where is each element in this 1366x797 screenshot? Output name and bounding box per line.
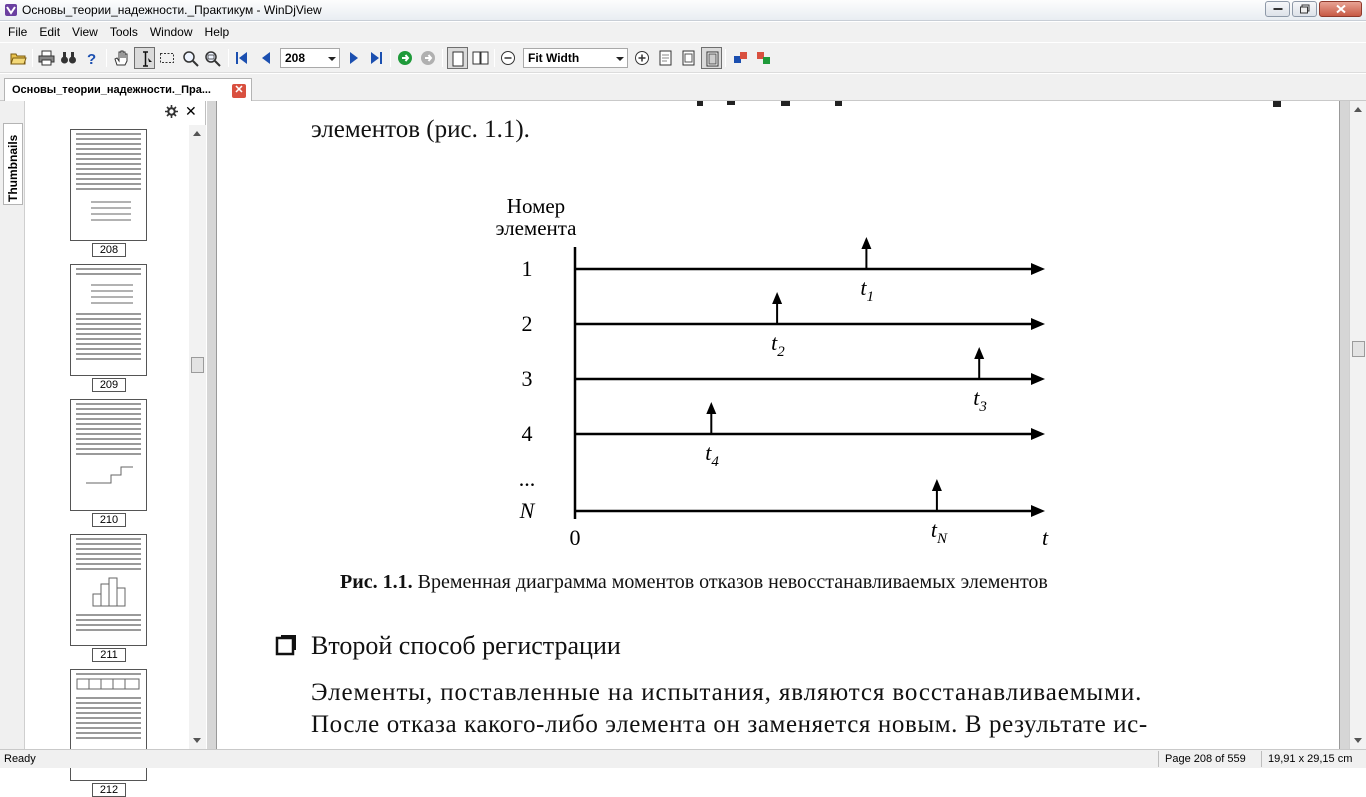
hand-tool-button[interactable] (111, 47, 132, 69)
figure-row-label: N (519, 498, 535, 523)
cutoff-text-fragment (697, 101, 1337, 111)
first-page-button[interactable] (232, 47, 253, 69)
print-icon (38, 50, 55, 66)
gear-icon[interactable] (165, 105, 178, 118)
thumbnail-page[interactable] (70, 399, 147, 511)
close-window-button[interactable] (1319, 1, 1362, 17)
thumbnails-scrollbar[interactable] (189, 125, 206, 749)
fit-width-icon (704, 51, 721, 67)
status-bar (0, 749, 1366, 768)
menu-help[interactable]: Help (204, 25, 230, 39)
figure-ylabel-line2: элемента (495, 216, 577, 240)
failure-time-subscript: 1 (866, 289, 875, 305)
failure-time-label: $t_2$ (771, 330, 785, 360)
figure-timeline-arrowhead (1031, 318, 1045, 330)
close-panel-icon[interactable]: ✕ (185, 103, 197, 119)
chevron-down-icon (328, 57, 336, 61)
figure-timeline-arrowhead (1031, 428, 1045, 440)
chevron-down-icon (616, 57, 624, 61)
menu-edit[interactable]: Edit (39, 25, 61, 39)
help-question-icon (83, 50, 100, 66)
figure-row-label: 4 (521, 421, 533, 446)
failure-time-subscript: 4 (711, 454, 719, 470)
document-paragraph-line: Элементы, поставленные на испытания, являются восстанавливаемыми. (311, 679, 1143, 706)
figure-caption (340, 571, 1048, 594)
thumbnails-tab-label: Thumbnails (6, 134, 20, 202)
previous-page-button[interactable] (256, 47, 277, 69)
figure-timeline-arrowhead (1031, 263, 1045, 275)
scroll-up-icon[interactable] (1354, 107, 1362, 112)
thumbnail-figure (71, 196, 146, 226)
close-icon (1336, 5, 1346, 14)
rotate-left-icon (732, 50, 749, 66)
go-back-button[interactable] (418, 47, 439, 69)
status-page-size: 19,91 x 29,15 cm (1261, 751, 1358, 767)
zoom-out-icon (500, 50, 517, 66)
maximize-button[interactable] (1292, 1, 1317, 17)
failure-time-label: $t_3$ (973, 385, 987, 415)
scroll-up-icon[interactable] (193, 131, 201, 136)
single-page-icon (450, 51, 467, 67)
open-button[interactable] (8, 47, 29, 69)
document-paragraph-line: После отказа какого-либо элемента он заменяется новым. В результате ис- (311, 711, 1148, 738)
help-button[interactable] (81, 47, 102, 69)
binoculars-icon (60, 50, 77, 66)
thumbnail-figure (71, 459, 146, 487)
first-page-icon (234, 50, 251, 66)
single-page-button[interactable] (447, 47, 468, 69)
figure-row-label: ... (518, 466, 536, 491)
failure-time-label: $t_1$ (860, 275, 875, 305)
zoom-out-button[interactable] (498, 47, 519, 69)
facing-pages-button[interactable] (470, 47, 491, 69)
go-forward-icon (397, 50, 414, 66)
page-number-value: 208 (285, 51, 306, 65)
next-page-icon (345, 50, 362, 66)
minimize-icon (1273, 7, 1282, 11)
thumbnail-page-number: 208 (92, 243, 126, 257)
document-tab-bar (0, 74, 1366, 101)
failure-marker-arrowhead (772, 292, 782, 304)
failure-time-subscript: 3 (979, 399, 987, 415)
go-forward-button[interactable] (395, 47, 416, 69)
figure-caption-text: Временная диаграмма моментов отказов невосстанавливаемых элементов (417, 571, 1048, 593)
rotate-left-button[interactable] (730, 47, 751, 69)
thumbnails-panel (26, 101, 206, 796)
rect-select-button[interactable] (157, 47, 178, 69)
failure-time-subscript: N (937, 531, 948, 547)
status-ready: Ready (4, 753, 36, 765)
rotate-right-button[interactable] (753, 47, 774, 69)
figure-caption-number: Рис. 1.1. (340, 571, 413, 593)
figure-axis-label: t (1041, 525, 1049, 550)
figure-timeline-arrowhead (1031, 505, 1045, 517)
actual-size-button[interactable] (678, 47, 699, 69)
scrollbar-thumb[interactable] (1352, 341, 1365, 357)
previous-page-icon (258, 50, 275, 66)
find-button[interactable] (58, 47, 79, 69)
figure-origin-label: 0 (569, 525, 581, 550)
hand-icon (113, 50, 130, 66)
menu-window[interactable]: Window (149, 25, 193, 39)
thumbnails-panel-header (25, 101, 205, 125)
section-heading: Второй способ регистрации (311, 631, 621, 660)
title-bar (0, 0, 1366, 21)
actual-size-icon (680, 50, 697, 66)
failure-time-subscript: 2 (777, 344, 785, 360)
magnifier-icon (182, 50, 199, 66)
document-tab-label: Основы_теории_надежности._Пра... (12, 84, 211, 96)
figure-row-label: 2 (521, 311, 533, 336)
thumbnail-page-number: 211 (92, 648, 126, 662)
menu-tools[interactable]: Tools (109, 25, 138, 39)
page-icon (657, 50, 674, 66)
fit-width-button[interactable] (701, 47, 722, 69)
thumbnail-figure (71, 677, 146, 691)
thumbnail-page-number: 209 (92, 378, 126, 392)
thumbnail-page[interactable] (70, 129, 147, 241)
document-scrollbar[interactable] (1349, 101, 1366, 749)
scrollbar-thumb[interactable] (191, 357, 204, 373)
thumbnail-figure (71, 574, 146, 608)
document-page (216, 101, 1340, 749)
thumbnail-page[interactable] (70, 264, 147, 376)
zoom-in-icon (634, 50, 651, 66)
status-page-info: Page 208 of 559 (1158, 751, 1252, 767)
failure-marker-arrowhead (932, 479, 942, 491)
figure-timeline-arrowhead (1031, 373, 1045, 385)
zoom-combo[interactable] (523, 48, 628, 68)
menu-bar (0, 22, 1366, 42)
side-rail (0, 101, 25, 749)
rotate-right-icon (755, 50, 772, 66)
failure-time-label: $t_4$ (705, 440, 719, 470)
next-page-button[interactable] (343, 47, 364, 69)
rect-select-icon (159, 50, 176, 66)
zoom-in-button[interactable] (632, 47, 653, 69)
failure-marker-arrowhead (861, 237, 871, 249)
failure-marker-arrowhead (974, 347, 984, 359)
last-page-button[interactable] (366, 47, 387, 69)
thumbnail-page-number: 210 (92, 513, 126, 527)
zoom-rect-button[interactable] (202, 47, 223, 69)
figure-ylabel-line1: Номер (506, 194, 566, 218)
toolbar (0, 43, 1366, 73)
page-number-combo[interactable] (280, 48, 340, 68)
last-page-icon (368, 50, 385, 66)
figure-row-label: 1 (521, 256, 533, 281)
windjview-app-icon (4, 3, 18, 17)
menu-file[interactable]: File (8, 25, 28, 39)
scroll-down-icon[interactable] (193, 738, 201, 743)
print-button[interactable] (36, 47, 57, 69)
failure-time-diagram (477, 189, 1077, 559)
window-title: Основы_теории_надежности._Практикум - WinDjView (22, 3, 322, 17)
zoom-rect-icon (204, 50, 221, 66)
thumbnails-tab[interactable] (3, 123, 23, 205)
close-tab-icon[interactable]: ✕ (232, 84, 246, 98)
figure-row-label: 3 (521, 366, 533, 391)
facing-pages-icon (472, 50, 489, 66)
text-cursor-icon (137, 51, 154, 67)
thumbnail-figure (71, 279, 146, 307)
menu-view[interactable]: View (72, 25, 98, 39)
failure-time-label: $t_N$ (930, 517, 948, 547)
svg-text:?: ? (87, 51, 97, 68)
restore-icon (1300, 5, 1310, 14)
fit-page-button[interactable] (655, 47, 676, 69)
document-text-line: элементов (рис. 1.1). (311, 116, 530, 143)
failure-marker-arrowhead (706, 402, 716, 414)
open-folder-icon (10, 50, 27, 66)
scroll-down-icon[interactable] (1354, 738, 1362, 743)
thumbnail-list (26, 125, 188, 796)
thumbnail-page-number: 212 (92, 783, 126, 797)
thumbnail-page[interactable] (70, 534, 147, 646)
zoom-value: Fit Width (528, 51, 580, 65)
minimize-button[interactable] (1265, 1, 1290, 17)
document-tab[interactable] (4, 78, 252, 101)
checkbox-bullet-icon (275, 636, 295, 656)
select-tool-button[interactable] (134, 47, 155, 69)
document-viewer (207, 101, 1349, 749)
go-back-disabled-icon (420, 50, 437, 66)
zoom-button[interactable] (180, 47, 201, 69)
